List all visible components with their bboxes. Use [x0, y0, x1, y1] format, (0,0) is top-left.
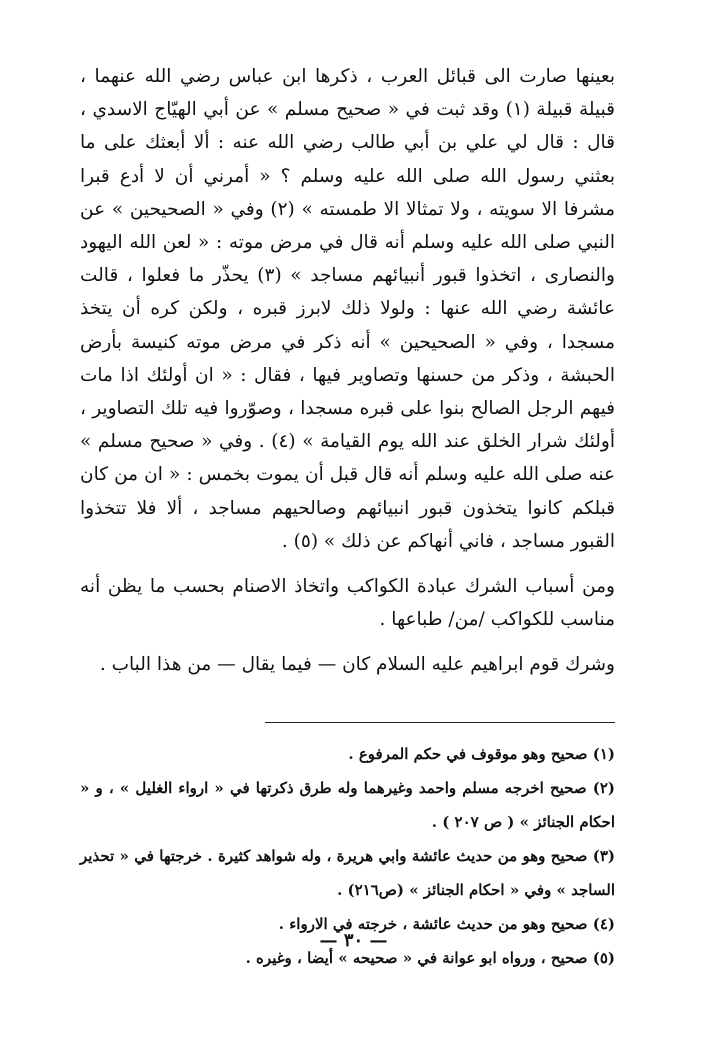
footnote-3: (٣) صحيح وهو من حديث عائشة وابي هريرة ، وله شواهد كثيرة . خرجتها في « تحذير الساجد » وفي « احكام الجنائز » (ص٢١٦) . — [80, 846, 615, 899]
page-number: — ٣٠ — — [319, 930, 388, 951]
footnote-1: (١) صحيح وهو موقوف في حكم المرفوع . — [348, 744, 615, 763]
paragraph-abraham: وشرك قوم ابراهيم عليه السلام كان — فيما يقال — من هذا الباب . — [99, 654, 615, 676]
footnote-5: (٥) صحيح ، ورواه ابو عوانة في « صحيحه » أيضا ، وغيره . — [245, 948, 615, 967]
paragraph-star-worship: ومن أسباب الشرك عبادة الكواكب واتخاذ الاصنام بحسب ما يظن أنه مناسب للكواكب /من/ طباعها . — [80, 576, 615, 631]
paragraph-hadith: بعينها صارت الى قبائل العرب ، ذكرها ابن عباس رضي الله عنهما ، قبيلة قبيلة (١) وقد ثبت في « صحيح مسلم » عن أبي الهيّاج الاسدي ، قال : قال لي علي بن أبي طالب رضي الله عنه : ألا أبعثك على ما بعثني رسول الله صلى الله عليه وسلم ؟ « أمرني أن لا أدع قبرا مشرفا الا سويته ، ولا تمثالا الا طمسته » (٢) وفي « الصحيحين » عن النبي صلى الله عليه وسلم أنه قال في مرض موته : « لعن الله اليهود والنصارى ، اتخذوا قبور أنبيائهم مساجد » (٣) يحذّر ما فعلوا ، قالت عائشة رضي الله عنها : ولولا ذلك لابرز قبره ، ولكن كره أن يتخذ مسجدا ، وفي « الصحيحين » أنه ذكر في مرض موته كنيسة بأرض الحبشة ، وذكر من حسنها وتصاوير فيها ، فقال : « ان أولئك اذا مات فيهم الرجل الصالح بنوا على قبره مسجدا ، وصوّروا فيه تلك التصاوير ، أولئك شرار الخلق عند الله يوم القيامة » (٤) . وفي « صحيح مسلم » عنه صلى الله عليه وسلم أنه قال قبل أن يموت بخمس : « ان من كان قبلكم كانوا يتخذون قبور انبيائهم وصالحيهم مساجد ، ألا فلا تتخذوا القبور مساجد ، فاني أنهاكم عن ذلك » (٥) . — [80, 66, 616, 552]
footnote-4: (٤) صحيح وهو من حديث عائشة ، خرجته في الارواء . — [278, 914, 615, 933]
footnote-2: (٢) صحيح اخرجه مسلم واحمد وغيرهما وله طرق ذكرتها في « ارواء الغليل » ، و « احكام الجنائز » ( ص ٢٠٧ ) . — [80, 778, 615, 831]
footnote-separator — [265, 722, 615, 723]
main-text — [80, 60, 615, 682]
